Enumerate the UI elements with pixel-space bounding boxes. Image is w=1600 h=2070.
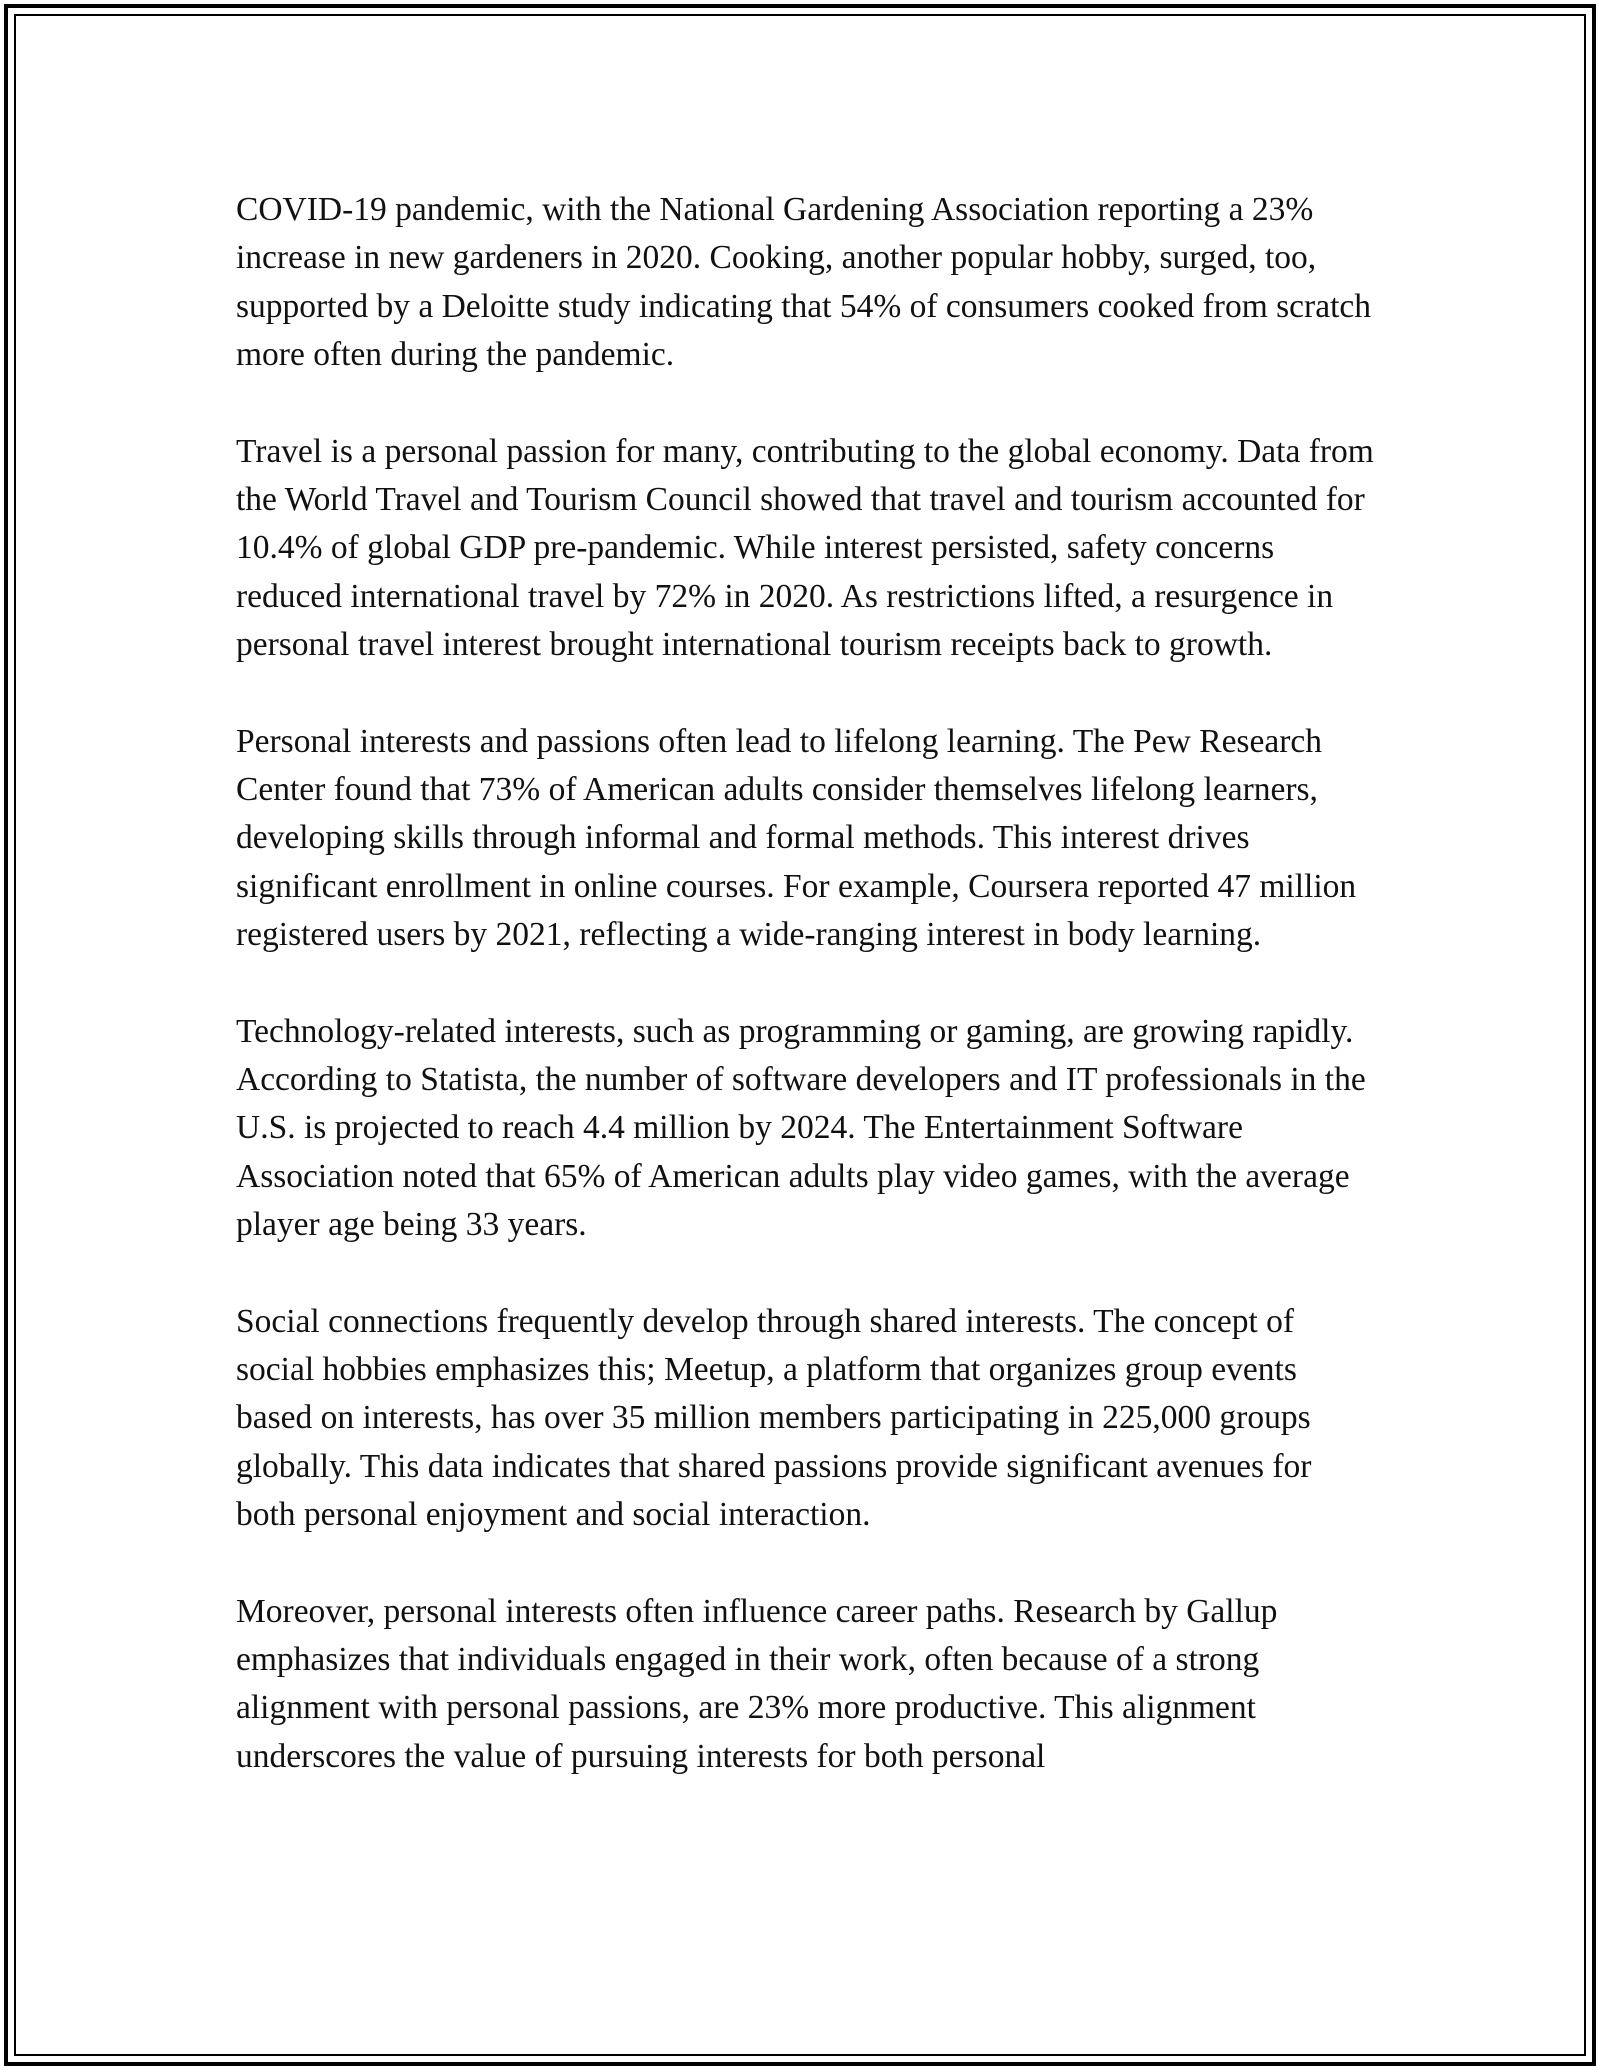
paragraph-lifelong-learning: Personal interests and passions often lead to lifelong learning. The Pew Research Center found that 73% of American adults consider themselves lifelong learners, developing skills through informal and formal methods. This interest drives significant enrollment in online courses. For example, Coursera reported 47 million registered users by 2021, reflecting a wide-ranging interest in body learning. xyxy=(236,722,1357,953)
paragraph-social-connections: Social connections frequently develop through shared interests. The concept of social hobbies emphasizes this; Meetup, a platform that organizes group events based on interests, has over 35 million members participating in 225,000 groups globally. This data indicates that shared passions provide significant avenues for both personal enjoyment and social interaction. xyxy=(236,1302,1312,1533)
paragraph-travel: Travel is a personal passion for many, contributing to the global economy. Data from the World Travel and Tourism Council showed that travel and tourism accounted for 10.4% of global GDP pre-pandemic. While interest persisted, safety concerns reduced international travel by 72% in 2020. As restrictions lifted, a resurgence in personal travel interest brought international tourism receipts back to growth. xyxy=(236,432,1374,663)
document-body xyxy=(236,186,1376,1781)
paragraph-career-paths: Moreover, personal interests often influence career paths. Research by Gallup emphasizes that individuals engaged in their work, often because of a strong alignment with personal passions, are 23% more productive. This alignment underscores the value of pursuing interests for both personal xyxy=(236,1592,1278,1775)
paragraph-technology: Technology-related interests, such as programming or gaming, are growing rapidly. According to Statista, the number of software developers and IT professionals in the U.S. is projected to reach 4.4 million by 2024. The Entertainment Software Association noted that 65% of American adults play video games, with the average player age being 33 years. xyxy=(236,1012,1366,1243)
paragraph-gardening-cooking: COVID-19 pandemic, with the National Gardening Association reporting a 23% increase in new gardeners in 2020. Cooking, another popular hobby, surged, too, supported by a Deloitte study indicating that 54% of consumers cooked from scratch more often during the pandemic. xyxy=(236,191,1371,373)
